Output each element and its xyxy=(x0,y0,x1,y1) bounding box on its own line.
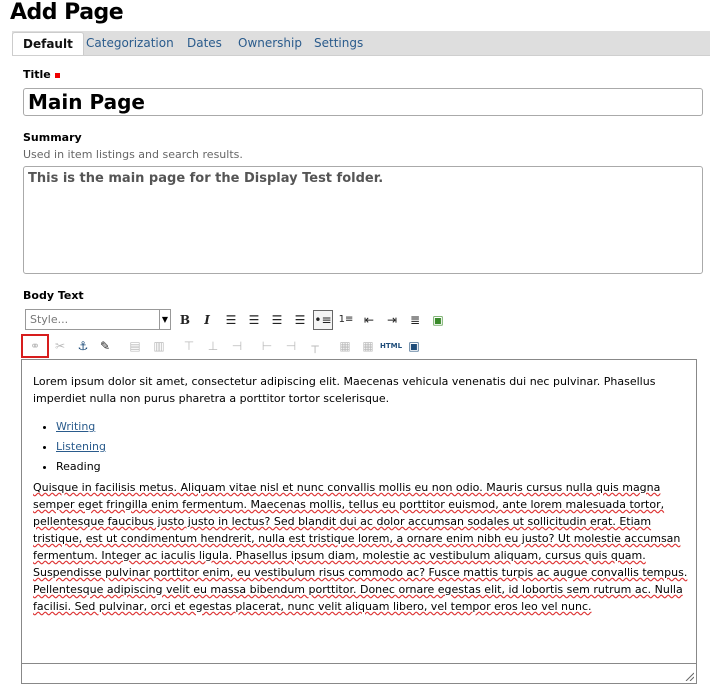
fullscreen-icon[interactable]: ▣ xyxy=(408,339,420,353)
table-props-icon[interactable]: ▥ xyxy=(153,339,165,353)
tab-ownership[interactable]: Ownership xyxy=(238,36,302,50)
title-input[interactable] xyxy=(23,88,703,116)
tab-default[interactable]: Default xyxy=(12,32,84,55)
merge-cells-icon[interactable]: ▦ xyxy=(362,339,374,353)
edit-icon[interactable]: ✎ xyxy=(99,339,111,353)
delete-col-icon[interactable]: ┬ xyxy=(311,339,319,353)
tab-categorization[interactable]: Categorization xyxy=(86,36,174,50)
style-select-value: Style... xyxy=(30,313,69,326)
tab-bar xyxy=(12,31,710,56)
align-center-icon[interactable]: ☰ xyxy=(248,313,260,327)
definition-list-icon[interactable]: ≣ xyxy=(409,313,421,327)
align-right-icon[interactable]: ☰ xyxy=(271,313,283,327)
resize-grip-icon[interactable] xyxy=(684,671,694,681)
list-item: • Reading xyxy=(56,457,106,477)
editor-main-paragraph xyxy=(33,479,693,615)
tab-dates[interactable]: Dates xyxy=(187,36,222,50)
link-icon: ⚭ xyxy=(29,339,41,353)
body-text-editor[interactable] xyxy=(21,359,697,664)
html-source-icon[interactable]: HTML xyxy=(380,342,403,350)
row-before-icon[interactable]: ⊤ xyxy=(183,339,195,353)
row-after-icon[interactable]: ⊥ xyxy=(207,339,219,353)
link-button[interactable] xyxy=(21,334,49,358)
page-title: Add Page xyxy=(10,0,124,25)
outdent-icon[interactable]: ⇤ xyxy=(363,313,375,327)
list-item xyxy=(56,417,106,437)
writing-link[interactable]: Writing xyxy=(56,420,96,433)
style-select[interactable] xyxy=(25,309,171,330)
indent-icon[interactable]: ⇥ xyxy=(386,313,398,327)
col-before-icon[interactable]: ⊢ xyxy=(261,339,273,353)
list-item xyxy=(56,437,106,457)
required-icon xyxy=(55,73,60,78)
bold-icon[interactable]: B xyxy=(179,313,191,327)
tab-settings[interactable]: Settings xyxy=(314,36,364,50)
delete-row-icon[interactable]: ⊣ xyxy=(231,339,243,353)
numbered-list-icon[interactable]: 1≡ xyxy=(338,314,354,325)
summary-textarea[interactable] xyxy=(23,166,703,274)
bullet-list-icon[interactable]: •≡ xyxy=(313,310,333,330)
image-icon[interactable]: ▣ xyxy=(432,313,444,327)
title-label xyxy=(23,68,60,81)
anchor-icon[interactable]: ⚓ xyxy=(77,339,89,353)
body-text-label: Body Text xyxy=(23,289,84,302)
editor-status-bar xyxy=(21,664,697,684)
editor-main-paragraph-text: Quisque in facilisis metus. Aliquam vitae nisl et nunc convallis mollis eu non odio. Mauris cursus nulla quis magna semper eget fringilla enim fermentum. Maecenas mollis, tellus eu porttitor euismod, ante lorem malesuada tortor, pellentesque faucibus justo justo in lectus? Sed blandit dui ac dolor accumsan sodales ut sollicitudin erat. Etiam tristique, est ut condimentum hendrerit, nulla est tristique lorem, a ornare enim nibh eu justo? Ut molestie accumsan fermentum. Integer ac iaculis ligula. Phasellus ipsum diam, molestie ac vestibulum aliquam, cursus quis quam. Suspendisse pulvinar porttitor enim, eu vestibulum risus commodo ac? Fusce mattis turpis ac augue convallis tempus. Pellentesque adipiscing velit eu massa bibendum porttitor. Donec ornare egestas elit, id lobortis sem rutrum ac. Nulla facilisi. Sed pulvinar, orci et egestas placerat, nunc velit aliquam libero, vel tempor eros leo vel nunc. xyxy=(33,481,688,613)
align-left-icon[interactable]: ☰ xyxy=(225,313,237,327)
listening-link[interactable]: Listening xyxy=(56,440,106,453)
chevron-down-icon: ▼ xyxy=(159,310,170,329)
summary-label: Summary xyxy=(23,131,82,144)
unlink-icon[interactable]: ✂ xyxy=(54,339,66,353)
summary-help: Used in item listings and search results. xyxy=(23,148,243,161)
title-label-text: Title xyxy=(23,68,51,81)
split-cell-icon[interactable]: ▦ xyxy=(339,339,351,353)
editor-bullet-list xyxy=(33,417,106,477)
col-after-icon[interactable]: ⊣ xyxy=(285,339,297,353)
italic-icon[interactable]: I xyxy=(204,313,210,327)
justify-icon[interactable]: ☰ xyxy=(294,313,306,327)
table-icon[interactable]: ▤ xyxy=(129,339,141,353)
editor-intro-paragraph: Lorem ipsum dolor sit amet, consectetur adipiscing elit. Maecenas vehicula venenatis dui nec pulvinar. Phasellus imperdiet nulla non purus pharetra a porttitor tortor scelerisque. xyxy=(33,375,656,405)
